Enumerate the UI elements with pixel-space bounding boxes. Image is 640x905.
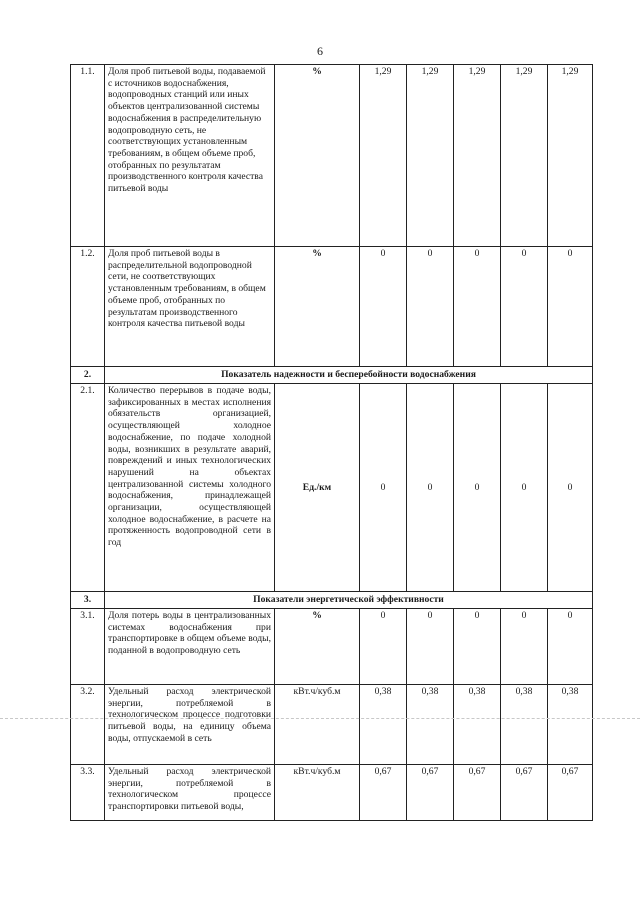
section-row <box>71 367 593 384</box>
row-value: 0,67 <box>407 765 454 821</box>
row-value: 1,29 <box>501 65 548 247</box>
table-row <box>71 765 593 821</box>
section-title: Показатель надежности и бесперебойности водоснабжения <box>105 367 593 384</box>
row-value: 1,29 <box>407 65 454 247</box>
row-unit: Ед./км <box>275 384 360 592</box>
row-number: 1.1. <box>71 65 105 247</box>
row-value: 0 <box>454 609 501 685</box>
row-value: 1,29 <box>454 65 501 247</box>
row-description: Доля проб питьевой воды в распределительной водопроводной сети, не соответствующих установленным требованиям, в общем объеме проб, отобранных по результатам производственного контроля качества питьевой воды <box>105 247 275 367</box>
row-value: 0,38 <box>501 685 548 765</box>
row-description: Доля потерь воды в централизованных системах водоснабжения при транспортировке в общем объеме воды, поданной в водопроводную сеть <box>105 609 275 685</box>
section-number: 3. <box>71 592 105 609</box>
row-value: 0 <box>407 247 454 367</box>
section-row <box>71 592 593 609</box>
row-description: Удельный расход электрической энергии, потребляемой в технологическом процессе транспортировки питьевой воды, <box>105 765 275 821</box>
row-value: 0 <box>501 609 548 685</box>
row-number: 1.2. <box>71 247 105 367</box>
row-value: 0,67 <box>360 765 407 821</box>
row-number: 3.3. <box>71 765 105 821</box>
row-value: 0,67 <box>501 765 548 821</box>
row-number: 3.1. <box>71 609 105 685</box>
row-value: 0,38 <box>360 685 407 765</box>
row-unit: % <box>275 609 360 685</box>
row-unit: % <box>275 247 360 367</box>
row-value: 0,38 <box>548 685 593 765</box>
row-number: 2.1. <box>71 384 105 592</box>
row-value: 0 <box>360 247 407 367</box>
section-title: Показатели энергетической эффективности <box>105 592 593 609</box>
row-value: 0 <box>548 247 593 367</box>
row-value: 0 <box>548 384 593 592</box>
row-value: 0,38 <box>407 685 454 765</box>
row-value: 0 <box>454 247 501 367</box>
row-value: 0 <box>360 609 407 685</box>
row-unit: кВт.ч/куб.м <box>275 765 360 821</box>
row-description: Удельный расход электрической энергии, потребляемой в технологическом процессе подготовки питьевой воды, на единицу объема воды, отпускаемой в сеть <box>105 685 275 765</box>
row-unit: % <box>275 65 360 247</box>
row-value: 0 <box>501 384 548 592</box>
indicators-table <box>70 64 593 821</box>
row-value: 0 <box>407 384 454 592</box>
row-unit: кВт.ч/куб.м <box>275 685 360 765</box>
row-value: 1,29 <box>548 65 593 247</box>
table-row <box>71 384 593 592</box>
row-description: Доля проб питьевой воды, подаваемой с источников водоснабжения, водопроводных станций или иных объектов централизованной системы водоснабжения в распределительную водопроводную сеть, не соответствующих установленным требованиям, в общем объеме проб, отобранных по результатам производственного контроля качества питьевой воды <box>105 65 275 247</box>
scan-artifact-line <box>0 718 640 719</box>
row-value: 0 <box>360 384 407 592</box>
table-row <box>71 609 593 685</box>
row-value: 1,29 <box>360 65 407 247</box>
row-value: 0 <box>454 384 501 592</box>
table-row <box>71 685 593 765</box>
row-value: 0,38 <box>454 685 501 765</box>
row-value: 0 <box>501 247 548 367</box>
row-number: 3.2. <box>71 685 105 765</box>
page-number: 6 <box>317 44 323 58</box>
table-row <box>71 65 593 247</box>
table-row <box>71 247 593 367</box>
section-number: 2. <box>71 367 105 384</box>
row-description: Количество перерывов в подаче воды, зафиксированных в местах исполнения обязательств организацией, осуществляющей холодное водоснабжение, по подаче холодной воды, возникших в результате аварий, повреждений и иных технологических нарушений на объектах централизованной системы холодного водоснабжения, принадлежащей организации, осуществляющей холодное водоснабжение, в расчете на протяженность водопроводной сети в год <box>105 384 275 592</box>
row-value: 0 <box>548 609 593 685</box>
row-value: 0,67 <box>548 765 593 821</box>
row-value: 0,67 <box>454 765 501 821</box>
row-value: 0 <box>407 609 454 685</box>
